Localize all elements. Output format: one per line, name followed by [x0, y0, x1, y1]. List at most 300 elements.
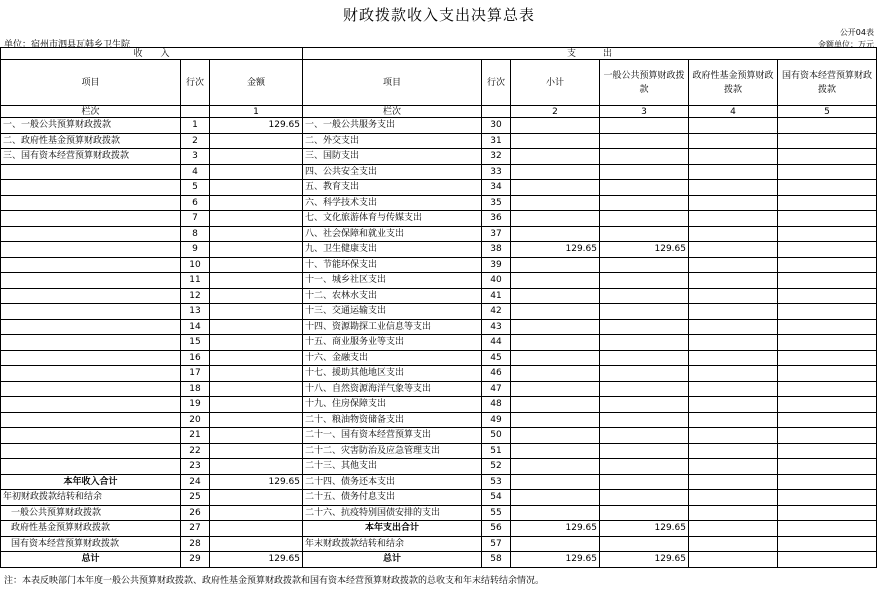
expense-subtotal [511, 505, 600, 521]
income-item: 国有资本经营预算财政拨款 [1, 536, 181, 552]
report-title: 财政拨款收入支出决算总表 [342, 6, 535, 24]
income-item [1, 288, 181, 304]
expense-row-no: 37 [482, 226, 511, 242]
expense-subtotal [511, 149, 600, 165]
income-row-no: 16 [181, 350, 210, 366]
expense-row-no: 48 [482, 397, 511, 413]
expense-general-budget: 129.65 [600, 552, 689, 568]
expense-general-budget [600, 149, 689, 165]
income-row-no: 1 [181, 118, 210, 134]
table-row [1, 474, 877, 490]
expense-item: 本年支出合计 [303, 521, 482, 537]
table-row [1, 195, 877, 211]
expense-state-capital [778, 180, 877, 196]
lanci-label: 栏次 [1, 106, 181, 118]
income-amount [210, 443, 303, 459]
expense-gov-fund [689, 242, 778, 258]
table-row [1, 180, 877, 196]
income-amount [210, 366, 303, 382]
header-general-budget: 一般公共预算财政拨款 [600, 60, 689, 106]
expense-subtotal: 129.65 [511, 521, 600, 537]
lanci-empty-expense [482, 106, 511, 118]
expense-subtotal [511, 133, 600, 149]
expense-row-no: 35 [482, 195, 511, 211]
expense-state-capital [778, 257, 877, 273]
table-row [1, 350, 877, 366]
expense-gov-fund [689, 490, 778, 506]
table-row [1, 459, 877, 475]
income-item [1, 211, 181, 227]
income-item: 一般公共预算财政拨款 [1, 505, 181, 521]
table-row [1, 226, 877, 242]
expense-item: 二十二、灾害防治及应急管理支出 [303, 443, 482, 459]
expense-state-capital [778, 366, 877, 382]
expense-state-capital [778, 118, 877, 134]
expense-gov-fund [689, 164, 778, 180]
table-row [1, 536, 877, 552]
income-amount [210, 304, 303, 320]
column-header-row [1, 60, 877, 106]
income-item [1, 412, 181, 428]
expense-item: 六、科学技术支出 [303, 195, 482, 211]
income-item [1, 428, 181, 444]
table-row [1, 490, 877, 506]
table-row [1, 505, 877, 521]
expense-gov-fund [689, 304, 778, 320]
expense-state-capital [778, 273, 877, 289]
income-row-no: 5 [181, 180, 210, 196]
income-row-no: 20 [181, 412, 210, 428]
expense-item: 总计 [303, 552, 482, 568]
expense-gov-fund [689, 381, 778, 397]
expense-row-no: 53 [482, 474, 511, 490]
section-header-row [1, 48, 877, 60]
col-index-4: 4 [689, 106, 778, 118]
expense-item: 年末财政拨款结转和结余 [303, 536, 482, 552]
expense-item: 二、外交支出 [303, 133, 482, 149]
expense-general-budget [600, 319, 689, 335]
income-item [1, 319, 181, 335]
expense-general-budget [600, 257, 689, 273]
expense-general-budget [600, 195, 689, 211]
expense-item: 十一、城乡社区支出 [303, 273, 482, 289]
expense-general-budget [600, 428, 689, 444]
income-amount [210, 319, 303, 335]
expense-item: 八、社会保障和就业支出 [303, 226, 482, 242]
income-row-no: 7 [181, 211, 210, 227]
table-row [1, 288, 877, 304]
expense-item: 二十五、债务付息支出 [303, 490, 482, 506]
expense-state-capital [778, 226, 877, 242]
expense-item: 九、卫生健康支出 [303, 242, 482, 258]
income-item [1, 304, 181, 320]
expense-row-no: 32 [482, 149, 511, 165]
expense-item: 一、一般公共服务支出 [303, 118, 482, 134]
expense-gov-fund [689, 180, 778, 196]
expense-subtotal [511, 304, 600, 320]
income-row-no: 23 [181, 459, 210, 475]
expense-subtotal [511, 412, 600, 428]
expense-gov-fund [689, 397, 778, 413]
col-index-1: 1 [210, 106, 303, 118]
expense-general-budget [600, 505, 689, 521]
expense-gov-fund [689, 133, 778, 149]
expense-gov-fund [689, 118, 778, 134]
expense-row-no: 47 [482, 381, 511, 397]
expense-item: 三、国防支出 [303, 149, 482, 165]
expense-row-no: 31 [482, 133, 511, 149]
table-row [1, 366, 877, 382]
income-row-no: 26 [181, 505, 210, 521]
income-row-no: 14 [181, 319, 210, 335]
income-amount [210, 242, 303, 258]
income-row-no: 12 [181, 288, 210, 304]
income-amount [210, 211, 303, 227]
expense-gov-fund [689, 474, 778, 490]
expense-general-budget: 129.65 [600, 242, 689, 258]
expense-row-no: 54 [482, 490, 511, 506]
expense-gov-fund [689, 319, 778, 335]
expense-state-capital [778, 428, 877, 444]
income-item [1, 459, 181, 475]
expense-subtotal [511, 428, 600, 444]
col-index-3: 3 [600, 106, 689, 118]
expense-row-no: 42 [482, 304, 511, 320]
expense-state-capital [778, 397, 877, 413]
expense-general-budget [600, 335, 689, 351]
expense-state-capital [778, 335, 877, 351]
income-row-no: 13 [181, 304, 210, 320]
income-row-no: 28 [181, 536, 210, 552]
expense-item: 七、文化旅游体育与传媒支出 [303, 211, 482, 227]
income-item: 三、国有资本经营预算财政拨款 [1, 149, 181, 165]
expense-subtotal [511, 257, 600, 273]
expense-subtotal [511, 381, 600, 397]
expense-state-capital [778, 412, 877, 428]
income-amount [210, 164, 303, 180]
income-row-no: 8 [181, 226, 210, 242]
expense-gov-fund [689, 149, 778, 165]
lanci-label-expense: 栏次 [303, 106, 482, 118]
income-item: 二、政府性基金预算财政拨款 [1, 133, 181, 149]
expense-general-budget [600, 273, 689, 289]
expense-gov-fund [689, 335, 778, 351]
table-row [1, 428, 877, 444]
header-item-expense: 项目 [303, 60, 482, 106]
income-amount [210, 521, 303, 537]
table-row [1, 211, 877, 227]
expense-item: 十六、金融支出 [303, 350, 482, 366]
income-item [1, 257, 181, 273]
income-amount [210, 381, 303, 397]
expense-row-no: 34 [482, 180, 511, 196]
expense-item: 十八、自然资源海洋气象等支出 [303, 381, 482, 397]
expense-subtotal [511, 459, 600, 475]
col-index-2: 2 [511, 106, 600, 118]
expense-subtotal [511, 474, 600, 490]
expense-row-no: 56 [482, 521, 511, 537]
expense-general-budget [600, 350, 689, 366]
expense-subtotal [511, 164, 600, 180]
expense-gov-fund [689, 443, 778, 459]
income-item: 一、一般公共预算财政拨款 [1, 118, 181, 134]
income-amount [210, 505, 303, 521]
expense-item: 十四、资源勘探工业信息等支出 [303, 319, 482, 335]
income-amount [210, 459, 303, 475]
table-row [1, 521, 877, 537]
expense-gov-fund [689, 288, 778, 304]
expense-general-budget [600, 133, 689, 149]
expense-row-no: 49 [482, 412, 511, 428]
expense-state-capital [778, 164, 877, 180]
form-number: 公开04表 [839, 28, 874, 37]
income-item [1, 180, 181, 196]
income-row-no: 25 [181, 490, 210, 506]
amount-unit: 金额单位：万元 [818, 40, 874, 49]
expense-subtotal [511, 443, 600, 459]
expense-row-no: 57 [482, 536, 511, 552]
income-item [1, 443, 181, 459]
expense-item: 二十、粮油物资储备支出 [303, 412, 482, 428]
income-item [1, 381, 181, 397]
expense-row-no: 46 [482, 366, 511, 382]
expense-state-capital [778, 149, 877, 165]
income-amount [210, 412, 303, 428]
income-row-no: 4 [181, 164, 210, 180]
table-row [1, 242, 877, 258]
expense-item: 五、教育支出 [303, 180, 482, 196]
table-row [1, 273, 877, 289]
expense-subtotal [511, 288, 600, 304]
income-amount: 129.65 [210, 474, 303, 490]
income-item [1, 164, 181, 180]
expense-general-budget [600, 304, 689, 320]
table-row [1, 412, 877, 428]
income-item [1, 366, 181, 382]
expense-general-budget [600, 288, 689, 304]
expense-gov-fund [689, 211, 778, 227]
income-amount: 129.65 [210, 118, 303, 134]
expense-subtotal [511, 195, 600, 211]
expense-state-capital [778, 552, 877, 568]
expense-state-capital [778, 474, 877, 490]
expense-row-no: 38 [482, 242, 511, 258]
income-item [1, 397, 181, 413]
income-amount [210, 180, 303, 196]
expense-state-capital [778, 211, 877, 227]
table-row [1, 304, 877, 320]
expense-state-capital [778, 304, 877, 320]
table-row [1, 319, 877, 335]
budget-table [0, 47, 877, 568]
expense-general-budget [600, 474, 689, 490]
expense-state-capital [778, 521, 877, 537]
table-row [1, 335, 877, 351]
expense-general-budget [600, 180, 689, 196]
expense-row-no: 52 [482, 459, 511, 475]
expense-gov-fund [689, 428, 778, 444]
expense-row-no: 58 [482, 552, 511, 568]
expense-general-budget [600, 397, 689, 413]
expense-item: 二十三、其他支出 [303, 459, 482, 475]
expense-state-capital [778, 459, 877, 475]
lanci-empty [181, 106, 210, 118]
expense-subtotal [511, 536, 600, 552]
expense-gov-fund [689, 536, 778, 552]
expense-gov-fund [689, 195, 778, 211]
expense-subtotal [511, 118, 600, 134]
table-row [1, 257, 877, 273]
expense-general-budget [600, 443, 689, 459]
expense-item: 十、节能环保支出 [303, 257, 482, 273]
expense-gov-fund [689, 366, 778, 382]
expense-row-no: 50 [482, 428, 511, 444]
footnote: 注：本表反映部门本年度一般公共预算财政拨款、政府性基金预算财政拨款和国有资本经营预算财政拨款的总收支和年末结转结余情况。 [4, 576, 545, 586]
expense-subtotal [511, 397, 600, 413]
expense-general-budget [600, 381, 689, 397]
table-row [1, 133, 877, 149]
income-amount [210, 195, 303, 211]
expense-item: 二十四、债务还本支出 [303, 474, 482, 490]
income-row-no: 15 [181, 335, 210, 351]
income-amount [210, 273, 303, 289]
expense-row-no: 40 [482, 273, 511, 289]
expense-gov-fund [689, 521, 778, 537]
header-row-no: 行次 [181, 60, 210, 106]
expense-subtotal [511, 366, 600, 382]
header-amount: 金额 [210, 60, 303, 106]
income-amount [210, 257, 303, 273]
expense-state-capital [778, 195, 877, 211]
expense-gov-fund [689, 505, 778, 521]
income-amount [210, 490, 303, 506]
income-row-no: 6 [181, 195, 210, 211]
expense-state-capital [778, 288, 877, 304]
income-item: 年初财政拨款结转和结余 [1, 490, 181, 506]
expense-gov-fund [689, 273, 778, 289]
expense-row-no: 51 [482, 443, 511, 459]
header-item: 项目 [1, 60, 181, 106]
table-row [1, 118, 877, 134]
expense-subtotal [511, 226, 600, 242]
expense-subtotal [511, 211, 600, 227]
expense-state-capital [778, 381, 877, 397]
expense-gov-fund [689, 350, 778, 366]
expense-item: 十三、交通运输支出 [303, 304, 482, 320]
income-item: 总计 [1, 552, 181, 568]
income-amount [210, 133, 303, 149]
income-amount [210, 335, 303, 351]
expense-subtotal [511, 490, 600, 506]
header-row-no-expense: 行次 [482, 60, 511, 106]
income-amount [210, 288, 303, 304]
expense-row-no: 41 [482, 288, 511, 304]
income-amount [210, 397, 303, 413]
income-row-no: 22 [181, 443, 210, 459]
income-section-label: 收 入 [1, 48, 303, 60]
table-row [1, 552, 877, 568]
expense-row-no: 30 [482, 118, 511, 134]
expense-general-budget [600, 211, 689, 227]
income-row-no: 24 [181, 474, 210, 490]
expense-subtotal: 129.65 [511, 242, 600, 258]
income-amount [210, 350, 303, 366]
expense-state-capital [778, 133, 877, 149]
expense-state-capital [778, 319, 877, 335]
expense-subtotal [511, 273, 600, 289]
expense-section-label: 支 出 [303, 48, 877, 60]
unit-label: 单位：宿州市泗县瓦韩乡卫生院 [4, 40, 131, 50]
income-item [1, 226, 181, 242]
income-item: 政府性基金预算财政拨款 [1, 521, 181, 537]
expense-row-no: 43 [482, 319, 511, 335]
income-amount [210, 536, 303, 552]
expense-general-budget [600, 536, 689, 552]
table-row [1, 381, 877, 397]
expense-item: 二十六、抗疫特别国债安排的支出 [303, 505, 482, 521]
expense-row-no: 36 [482, 211, 511, 227]
expense-subtotal [511, 180, 600, 196]
table-row [1, 164, 877, 180]
income-row-no: 27 [181, 521, 210, 537]
expense-item: 十七、援助其他地区支出 [303, 366, 482, 382]
expense-gov-fund [689, 412, 778, 428]
expense-row-no: 33 [482, 164, 511, 180]
income-item [1, 273, 181, 289]
expense-item: 十九、住房保障支出 [303, 397, 482, 413]
expense-general-budget [600, 164, 689, 180]
expense-subtotal: 129.65 [511, 552, 600, 568]
income-item [1, 242, 181, 258]
table-row [1, 149, 877, 165]
income-row-no: 17 [181, 366, 210, 382]
header-state-capital: 国有资本经营预算财政拨款 [778, 60, 877, 106]
expense-subtotal [511, 350, 600, 366]
expense-state-capital [778, 536, 877, 552]
expense-subtotal [511, 319, 600, 335]
income-row-no: 21 [181, 428, 210, 444]
income-row-no: 19 [181, 397, 210, 413]
income-row-no: 3 [181, 149, 210, 165]
expense-gov-fund [689, 459, 778, 475]
expense-general-budget [600, 490, 689, 506]
expense-gov-fund [689, 257, 778, 273]
income-item [1, 350, 181, 366]
expense-gov-fund [689, 226, 778, 242]
expense-row-no: 45 [482, 350, 511, 366]
expense-state-capital [778, 443, 877, 459]
income-row-no: 11 [181, 273, 210, 289]
column-index-row [1, 106, 877, 118]
expense-general-budget: 129.65 [600, 521, 689, 537]
income-amount: 129.65 [210, 552, 303, 568]
income-row-no: 2 [181, 133, 210, 149]
income-row-no: 18 [181, 381, 210, 397]
expense-row-no: 55 [482, 505, 511, 521]
income-amount [210, 428, 303, 444]
expense-state-capital [778, 350, 877, 366]
expense-subtotal [511, 335, 600, 351]
col-index-5: 5 [778, 106, 877, 118]
expense-item: 十二、农林水支出 [303, 288, 482, 304]
income-row-no: 9 [181, 242, 210, 258]
header-gov-fund: 政府性基金预算财政拨款 [689, 60, 778, 106]
income-item: 本年收入合计 [1, 474, 181, 490]
expense-row-no: 39 [482, 257, 511, 273]
expense-general-budget [600, 366, 689, 382]
expense-row-no: 44 [482, 335, 511, 351]
expense-item: 四、公共安全支出 [303, 164, 482, 180]
